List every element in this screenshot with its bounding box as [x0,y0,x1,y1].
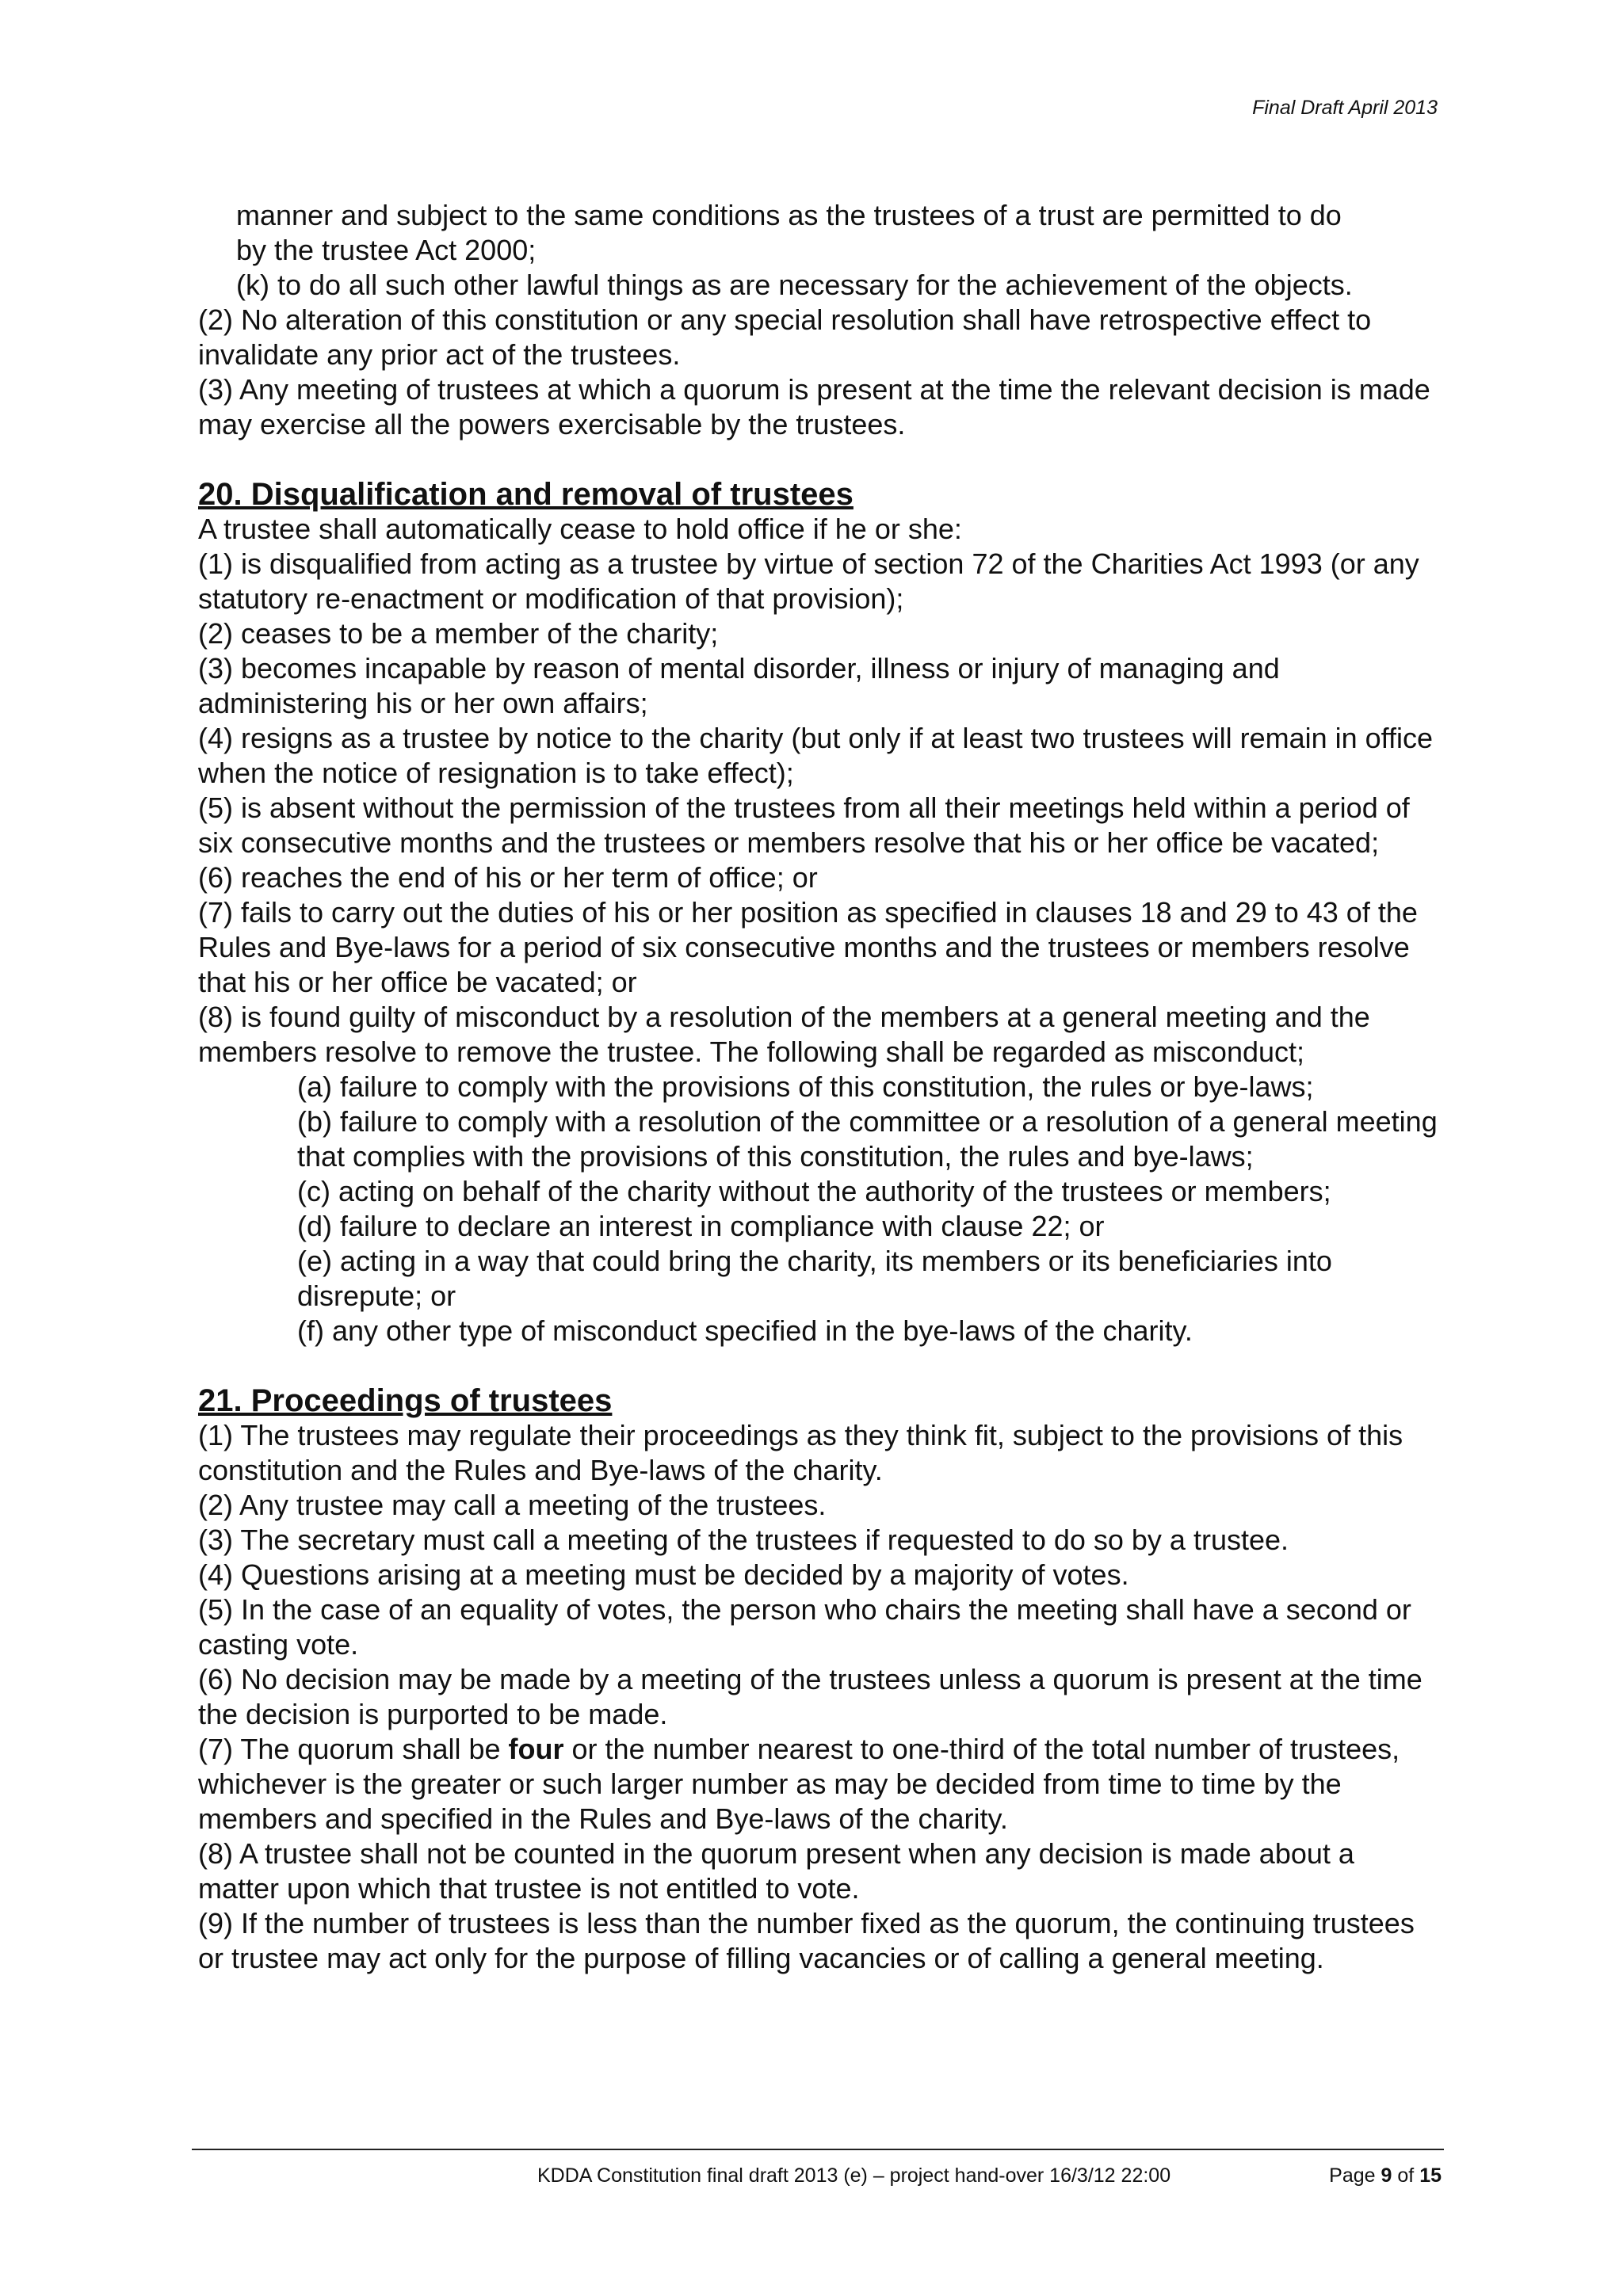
footer-divider [192,2149,1444,2150]
section-20-item: (3) becomes incapable by reason of mental disorder, illness or injury of managing and administering his or her own affairs; [198,652,1280,719]
intro-paragraph-2: (k) to do all such other lawful things as are necessary for the achievement of the objects. [236,269,1353,301]
section-21-item: (8) A trustee shall not be counted in the quorum present when any decision is made about a matter upon which that trustee is not entitled to vote. [198,1837,1354,1905]
section-20-item: (8) is found guilty of misconduct by a resolution of the members at a general meeting and the members resolve to remove the trustee. The following shall be regarded as misconduct; [198,1001,1370,1068]
section-20-subitem: (d) failure to declare an interest in compliance with clause 22; or [297,1210,1105,1242]
section-20-intro: A trustee shall automatically cease to hold office if he or she: [198,513,962,545]
intro-paragraph-3: (2) No alteration of this constitution or any special resolution shall have retrospective effect to invalidate any prior act of the trustees. [198,303,1372,371]
section-20-item: (4) resigns as a trustee by notice to the charity (but only if at least two trustees will remain in office when the notice of resignation is to take effect); [198,722,1434,789]
section-20-item: (5) is absent without the permission of the trustees from all their meetings held within a period of six consecutive months and the trustees or members resolve that his or her office be vacated; [198,791,1410,859]
quorum-number: four [508,1733,564,1765]
section-20-item: (1) is disqualified from acting as a trustee by virtue of section 72 of the Charities Act 1993 (or any statutory re-enactment or modification of that provision); [198,547,1419,615]
section-21-item: (5) In the case of an equality of votes, the person who chairs the meeting shall have a second or casting vote. [198,1593,1411,1661]
section-21-item: (4) Questions arising at a meeting must be decided by a majority of votes. [198,1558,1129,1591]
intro-paragraph-1-line-1: manner and subject to the same conditions as the trustees of a trust are permitted to do [236,199,1342,231]
page-label: Page [1329,2164,1376,2187]
footer-page-number [1329,2164,1442,2187]
section-20-subitem: (e) acting in a way that could bring the charity, its members or its beneficiaries into disrepute; or [297,1245,1332,1312]
intro-paragraph-1-line-2: by the trustee Act 2000; [236,234,537,266]
header-draft-note: Final Draft April 2013 [1252,97,1438,119]
section-20-subitem: (a) failure to comply with the provisions of this constitution, the rules or bye-laws; [297,1070,1314,1103]
section-21-item: (6) No decision may be made by a meeting of the trustees unless a quorum is present at the time the decision is purported to be made. [198,1663,1423,1730]
section-20-subitem: (b) failure to comply with a resolution of the committee or a resolution of a general meeting that complies with the provisions of this constitution, the rules and bye-laws; [297,1105,1438,1173]
footer-document-info: KDDA Constitution final draft 2013 (e) – project hand-over 16/3/12 22:00 [537,2164,1171,2187]
document-body [198,198,1442,1976]
section-21-item: (2) Any trustee may call a meeting of the trustees. [198,1489,827,1521]
item-7-text-before: (7) The quorum shall be [198,1733,509,1765]
item-7-text-after: or the number nearest to one-third of the total number of trustees, whichever is the greater or such larger number as may be decided from time to time by the members and specified in the Rules and Bye-laws of the charity. [198,1733,1400,1835]
section-20-item: (2) ceases to be a member of the charity; [198,617,719,650]
section-21-item-7 [198,1732,1442,1836]
section-20-heading: 20. Disqualification and removal of trustees [198,477,854,512]
section-21-item: (3) The secretary must call a meeting of the trustees if requested to do so by a trustee. [198,1524,1289,1556]
section-20-subitem: (c) acting on behalf of the charity without the authority of the trustees or members; [297,1175,1331,1207]
section-21-item: (9) If the number of trustees is less than the number fixed as the quorum, the continuing trustees or trustee may act only for the purpose of filling vacancies or of calling a general meeting. [198,1907,1415,1974]
total-pages: 15 [1419,2164,1442,2187]
section-20-subitem: (f) any other type of misconduct specified in the bye-laws of the charity. [297,1314,1193,1347]
page-of-label: of [1397,2164,1415,2187]
section-20-item: (7) fails to carry out the duties of his or her position as specified in clauses 18 and 29 to 43 of the Rules and Bye-laws for a period of six consecutive months and the trustees or members resolve that his or her office be vacated; or [198,896,1418,998]
section-20-item: (6) reaches the end of his or her term of office; or [198,861,818,894]
intro-paragraph-4: (3) Any meeting of trustees at which a quorum is present at the time the relevant decision is made may exercise all the powers exercisable by the trustees. [198,373,1430,441]
section-21-item: (1) The trustees may regulate their proceedings as they think fit, subject to the provisions of this constitution and the Rules and Bye-laws of the charity. [198,1419,1403,1486]
section-21-heading: 21. Proceedings of trustees [198,1383,613,1418]
current-page: 9 [1381,2164,1392,2187]
